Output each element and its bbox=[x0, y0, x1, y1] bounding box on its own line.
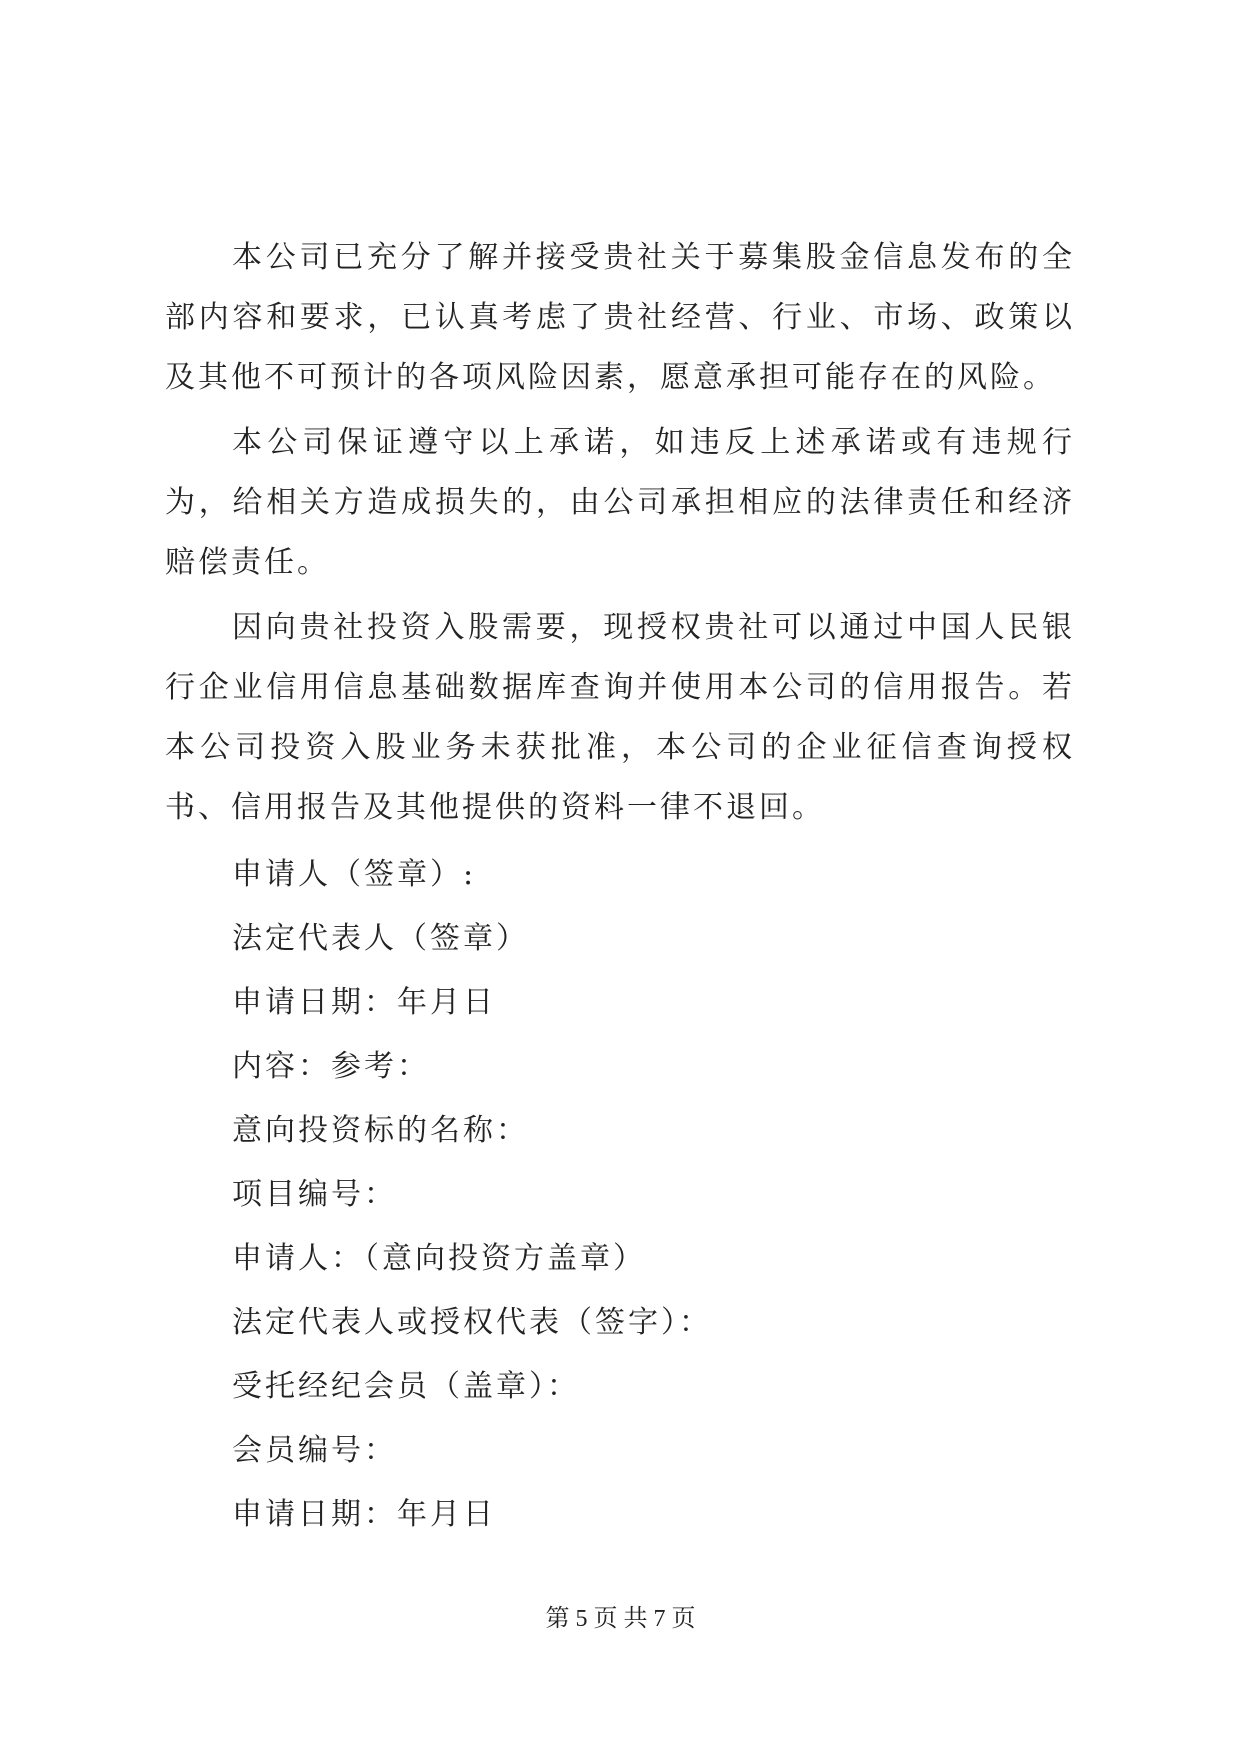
paragraph-credit-authorization: 因向贵社投资入股需要，现授权贵社可以通过中国人民银行企业信用信息基础数据库查询并使用本公司的信用报告。若本公司投资入股业务未获批准，本公司的企业征信查询授权书、信用报告及其他提供的资料一律不退回。 bbox=[165, 610, 1075, 825]
field-application-date: 申请日期：年月日 bbox=[232, 985, 496, 1020]
field-applicant-investor-seal: 申请人：（意向投资方盖章） bbox=[232, 1241, 646, 1276]
field-content-reference: 内容：参考： bbox=[232, 1049, 430, 1084]
field-project-number: 项目编号： bbox=[232, 1177, 397, 1212]
field-investment-target-name: 意向投资标的名称： bbox=[232, 1113, 529, 1148]
field-legal-representative-seal: 法定代表人（签章） bbox=[232, 921, 529, 956]
field-legal-or-authorized-representative: 法定代表人或授权代表（签字）： bbox=[232, 1305, 712, 1340]
field-applicant-seal: 申请人（签章）: bbox=[232, 857, 477, 892]
field-application-date-second: 申请日期：年月日 bbox=[232, 1497, 496, 1532]
field-entrusted-broker-member: 受托经纪会员（盖章）： bbox=[232, 1369, 580, 1404]
document-body bbox=[165, 228, 1075, 1547]
paragraph-risk-acknowledgement: 本公司已充分了解并接受贵社关于募集股金信息发布的全部内容和要求，已认真考虑了贵社经营、行业、市场、政策以及其他不可预计的各项风险因素，愿意承担可能存在的风险。 bbox=[165, 240, 1075, 395]
paragraph-commitment: 本公司保证遵守以上承诺，如违反上述承诺或有违规行为，给相关方造成损失的，由公司承担相应的法律责任和经济赔偿责任。 bbox=[165, 425, 1075, 580]
field-member-number: 会员编号： bbox=[232, 1433, 397, 1468]
page-number-footer: 第 5 页 共 7 页 bbox=[545, 1606, 696, 1632]
